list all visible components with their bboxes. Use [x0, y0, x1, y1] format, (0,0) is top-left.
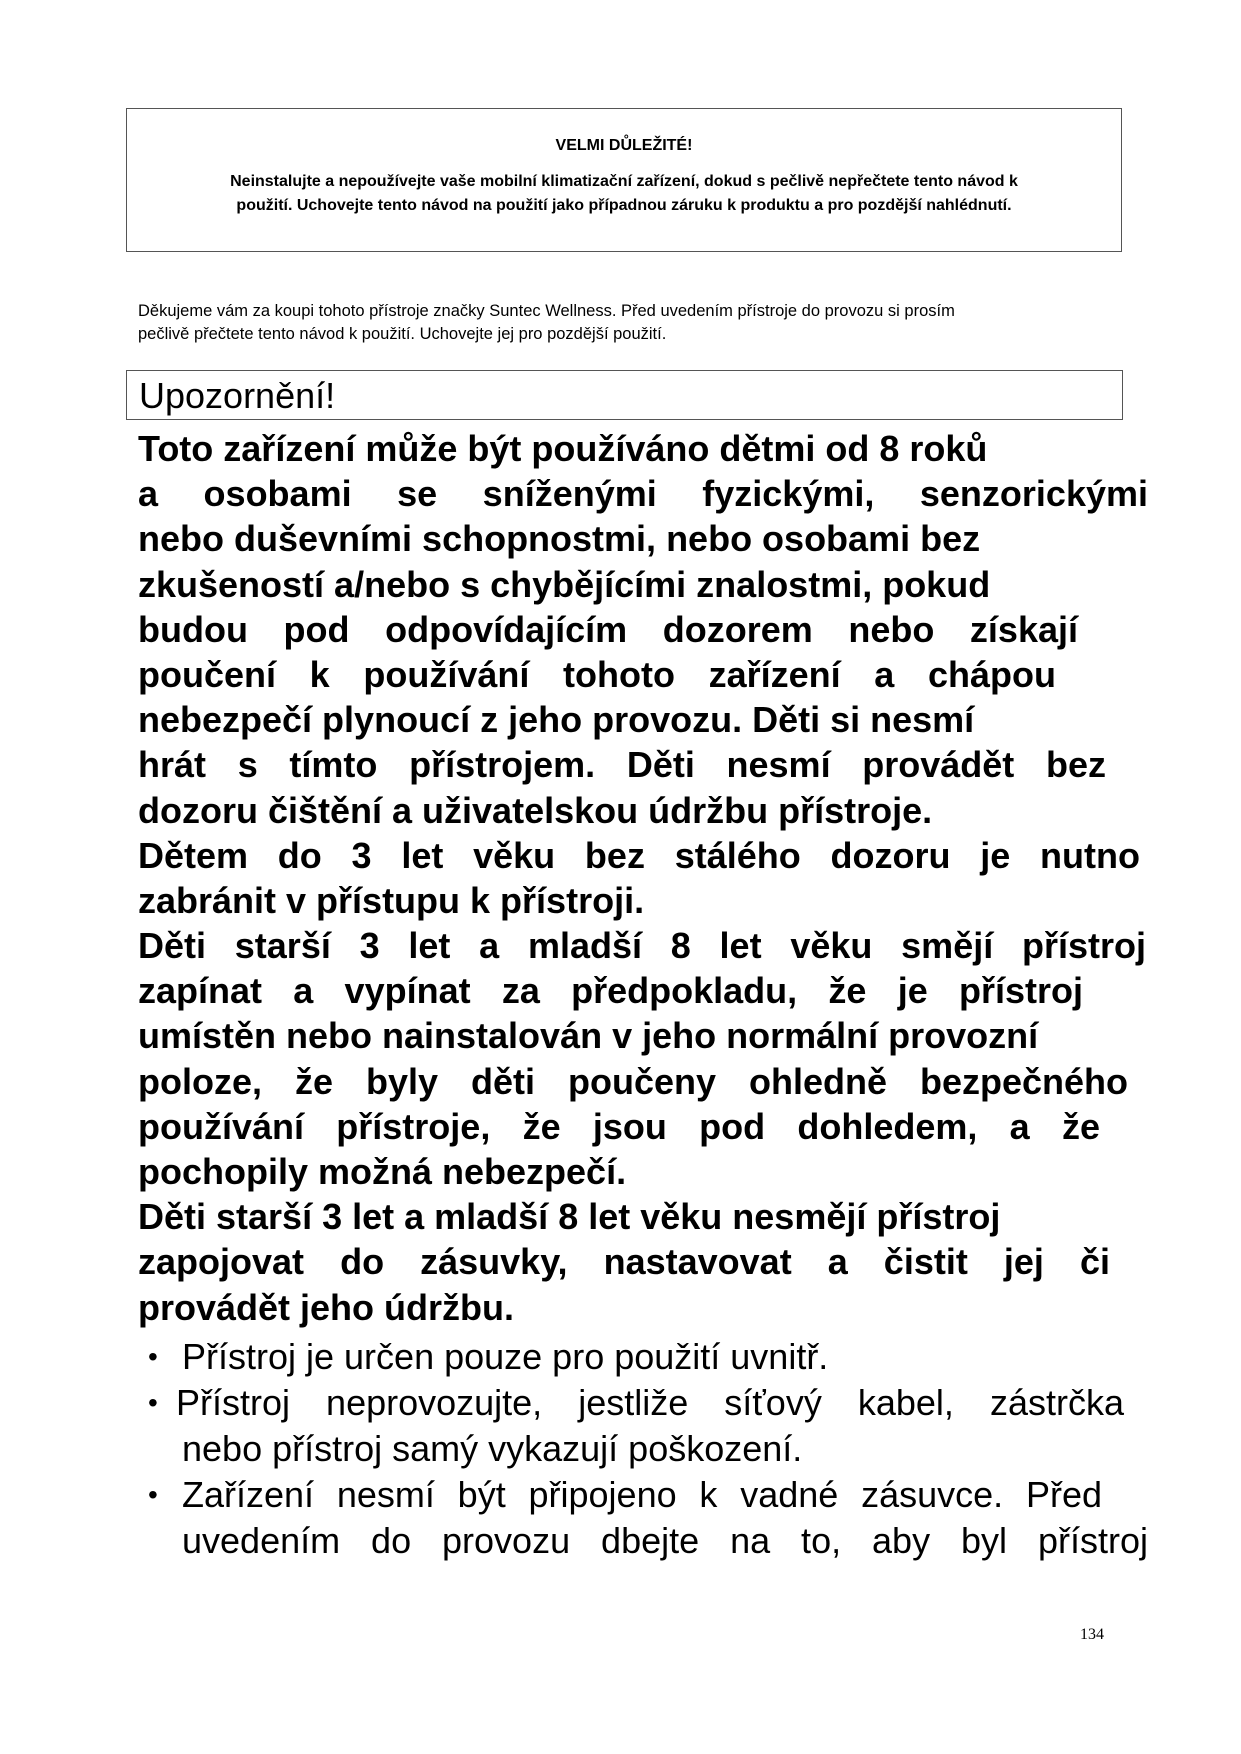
list-item-continuation [138, 1518, 1148, 1564]
bullet-text: Přístroj je určen pouze pro použití uvnitř. [182, 1336, 829, 1377]
warning-line: Dětem do 3 let věku bez stálého dozoru je nutno [138, 834, 1140, 876]
warning-line: nebezpečí plynoucí z jeho provozu. Děti si nesmí [138, 699, 975, 741]
important-notice-title: VELMI DŮLEŽITÉ! [555, 137, 693, 154]
bullet-text: nebo přístroj samý vykazují poškození. [182, 1428, 803, 1469]
bullet-marker: • [148, 1387, 158, 1418]
bullet-marker: • [148, 1341, 158, 1372]
warning-line: dozoru čištění a uživatelskou údržbu přístroje. [138, 789, 933, 831]
list-item [138, 1380, 1148, 1426]
bullet-marker: • [148, 1479, 158, 1510]
warning-line: nebo duševními schopnostmi, nebo osobami bez [138, 518, 981, 560]
list-item-continuation [138, 1426, 1148, 1472]
warning-line: používání přístroje, že jsou pod dohledem, a že [138, 1105, 1100, 1147]
bullet-text: Zařízení nesmí být připojeno k vadné zásuvce. Před [182, 1474, 1102, 1515]
warning-title: Upozornění! [139, 375, 336, 416]
safety-bullet-list [138, 1334, 1148, 1564]
intro-line: Děkujeme vám za koupi tohoto přístroje značky Suntec Wellness. Před uvedením přístroje do provozu si prosím [138, 302, 955, 320]
warning-line: poučení k používání tohoto zařízení a chápou [138, 653, 1056, 695]
page-number: 134 [1080, 1626, 1104, 1643]
warning-line: Toto zařízení může být používáno dětmi od 8 roků [138, 428, 988, 469]
warning-line: zabránit v přístupu k přístroji. [138, 879, 645, 921]
warning-heading-box [126, 370, 1123, 420]
warning-line: umístěn nebo nainstalován v jeho normální provozní [138, 1015, 1039, 1057]
warning-line: zkušeností a/nebo s chybějícími znalostmi, pokud [138, 563, 991, 605]
warning-line: Děti starší 3 let a mladší 8 let věku nesmějí přístroj [138, 1196, 1001, 1238]
warning-line: budou pod odpovídajícím dozorem nebo získají [138, 608, 1078, 650]
list-item [138, 1334, 1148, 1380]
warning-paragraph [138, 426, 1148, 1330]
warning-line: zapojovat do zásuvky, nastavovat a čistit jej či [138, 1241, 1110, 1283]
important-notice-line: použití. Uchovejte tento návod na použití jako případnou záruku k produktu a pro pozdější nahlédnutí. [236, 197, 1012, 214]
intro-line: pečlivě přečtete tento návod k použití. Uchovejte jej pro pozdější použití. [138, 325, 667, 343]
warning-line: zapínat a vypínat za předpokladu, že je přístroj [138, 970, 1083, 1012]
warning-line: poloze, že byly děti poučeny ohledně bezpečného [138, 1060, 1128, 1102]
list-item [138, 1472, 1148, 1518]
bullet-text: Přístroj neprovozujte, jestliže síťový kabel, zástrčka [176, 1382, 1124, 1423]
warning-line: a osobami se sníženými fyzickými, senzorickými [138, 473, 1148, 515]
warning-line: pochopily možná nebezpečí. [138, 1151, 627, 1192]
important-notice-box [126, 108, 1122, 252]
warning-line: hrát s tímto přístrojem. Děti nesmí provádět bez [138, 744, 1106, 786]
warning-line: Děti starší 3 let a mladší 8 let věku smějí přístroj [138, 925, 1146, 967]
important-notice-line: Neinstalujte a nepoužívejte vaše mobilní klimatizační zařízení, dokud s pečlivě nepřečtete tento návod k [230, 173, 1018, 190]
bullet-text: uvedením do provozu dbejte na to, aby byl přístroj [182, 1520, 1148, 1561]
warning-line: provádět jeho údržbu. [138, 1286, 515, 1328]
